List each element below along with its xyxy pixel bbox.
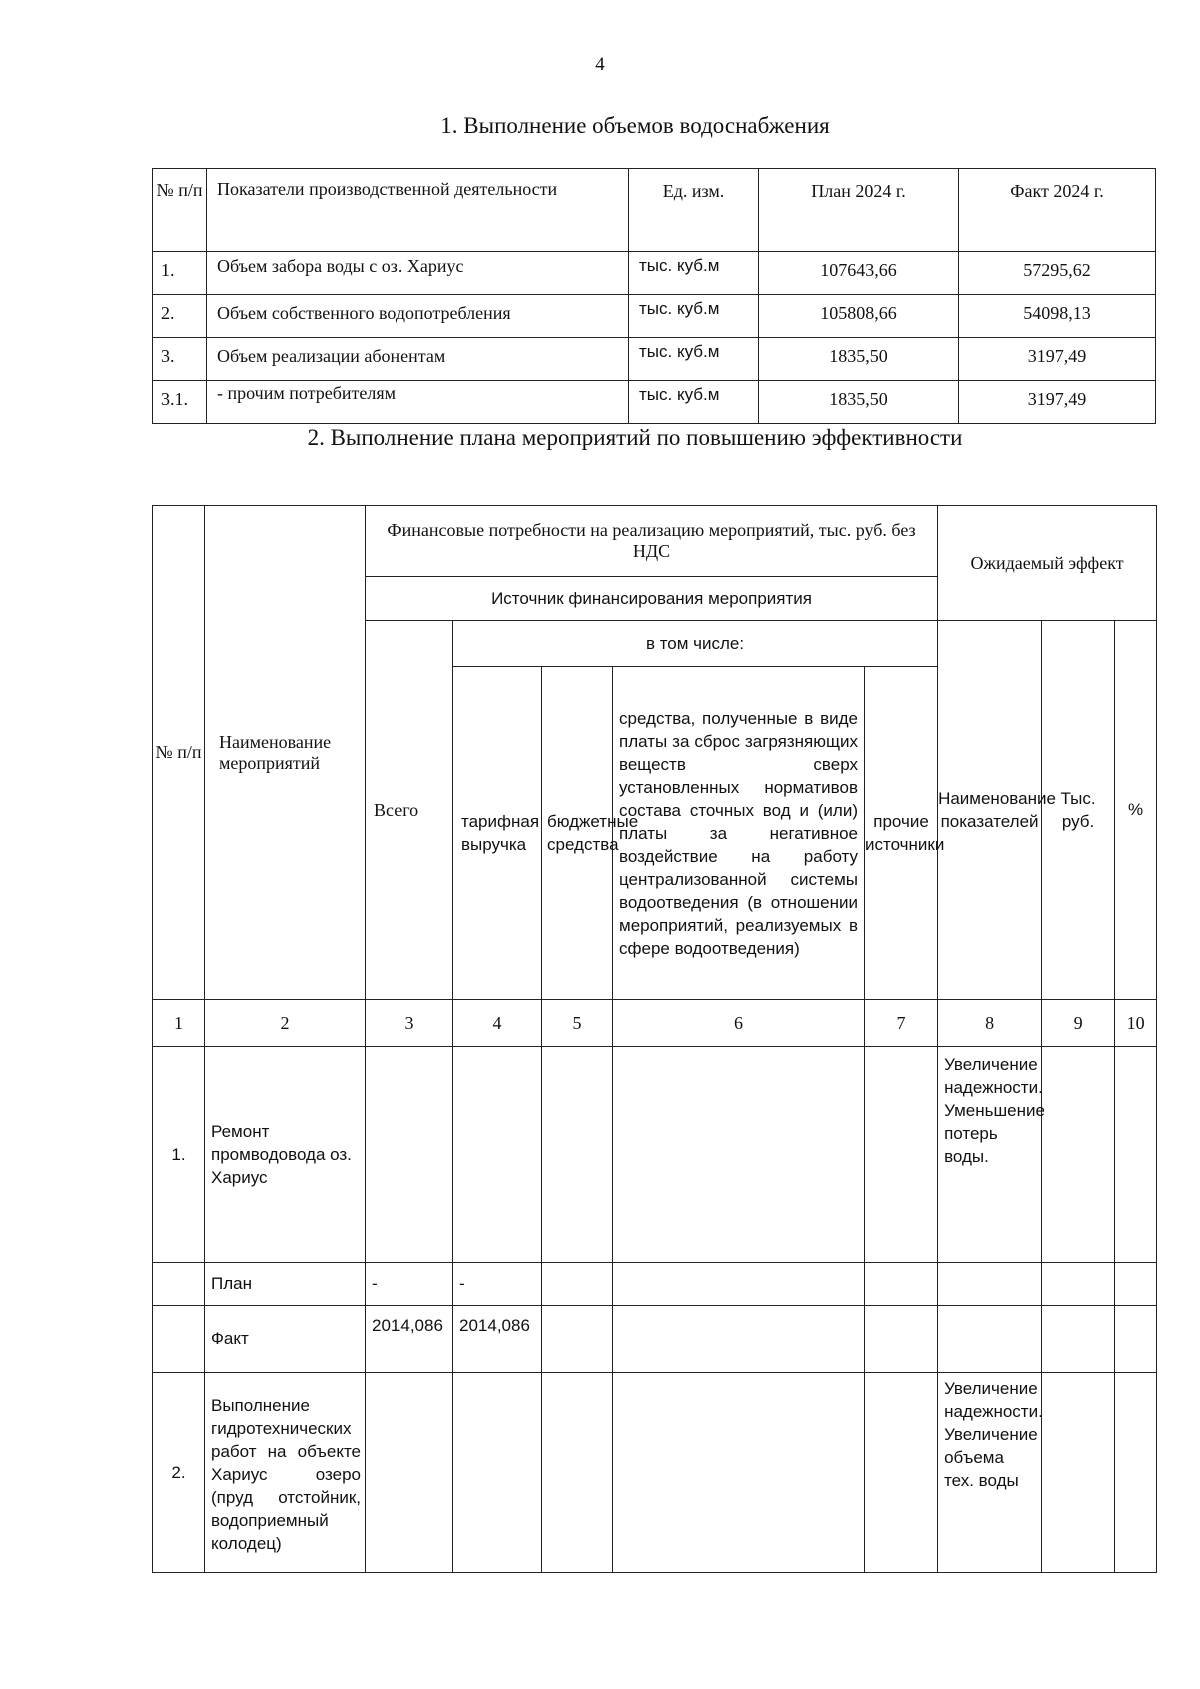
page-number: 4 [595,54,605,75]
empty-cell [865,1047,938,1263]
empty-cell [1042,1373,1115,1573]
header-num: № п/п [153,169,207,252]
item-name: Выполнение гидротехнических работ на объекте Хариус озеро (пруд отстойник, водоприемный колодец) [205,1373,366,1573]
empty-cell [613,1047,865,1263]
table-row [153,338,1156,381]
empty-cell [1042,1306,1115,1373]
header-funding-source: Источник финансирования мероприятия [366,577,938,621]
row-plan: 105808,66 [759,295,959,338]
row-plan: 107643,66 [759,252,959,295]
row-num: 1. [153,252,207,295]
row-unit: тыс. куб.м [629,381,759,424]
row-unit: тыс. куб.м [629,252,759,295]
row-fact: 3197,49 [959,381,1156,424]
table-row [153,1373,1157,1573]
header-fees: средства, полученные в виде платы за сброс загрязняющих веществ сверх установленных нормативов состава сточных вод и (или) платы за негативное воздействие на работу централизованной системы водоотведения (в отношении мероприятий, реализуемых в сфере водоотведения) [613,667,865,1000]
column-number: 2 [205,1000,366,1047]
header-expected-effect: Ожидаемый эффект [938,506,1157,621]
table-row [153,1306,1157,1373]
column-number: 3 [366,1000,453,1047]
fact-tariff: 2014,086 [453,1306,542,1373]
column-number: 5 [542,1000,613,1047]
column-number: 6 [613,1000,865,1047]
empty-cell [1115,1373,1157,1573]
empty-cell [613,1263,865,1306]
column-number: 10 [1115,1000,1157,1047]
header-name: Наименование мероприятий [205,506,366,1000]
header-other: прочие источники [865,667,938,1000]
water-supply-table [152,168,1156,424]
row-name: - прочим потребителям [207,381,629,424]
empty-cell [453,1047,542,1263]
empty-cell [1115,1306,1157,1373]
empty-cell [938,1306,1042,1373]
header-thousand-rub: Тыс. руб. [1042,621,1115,1000]
efficiency-plan-table [152,505,1157,1573]
item-num: 1. [153,1047,205,1263]
column-number: 7 [865,1000,938,1047]
header-tariff: тарифная выручка [453,667,542,1000]
header-plan: План 2024 г. [759,169,959,252]
plan-label: План [205,1263,366,1306]
empty-cell [938,1263,1042,1306]
header-including: в том числе: [453,621,938,667]
plan-tariff: - [453,1263,542,1306]
table-header-row [153,169,1156,252]
empty-cell [542,1263,613,1306]
empty-cell [153,1306,205,1373]
column-number: 4 [453,1000,542,1047]
row-name: Объем реализации абонентам [207,338,629,381]
header-total: Всего [366,621,453,1000]
row-name: Объем забора воды с оз. Хариус [207,252,629,295]
empty-cell [542,1306,613,1373]
column-number: 1 [153,1000,205,1047]
row-plan: 1835,50 [759,338,959,381]
empty-cell [542,1373,613,1573]
header-fact: Факт 2024 г. [959,169,1156,252]
row-name: Объем собственного водопотребления [207,295,629,338]
empty-cell [865,1306,938,1373]
empty-cell [366,1047,453,1263]
item-effect: Увеличение надежности. Уменьшение потерь воды. [938,1047,1042,1263]
row-fact: 54098,13 [959,295,1156,338]
empty-cell [613,1306,865,1373]
empty-cell [1042,1047,1115,1263]
header-num: № п/п [153,506,205,1000]
column-numbers-row [153,1000,1157,1047]
item-name: Ремонт промводовода оз. Хариус [205,1047,366,1263]
row-unit: тыс. куб.м [629,295,759,338]
empty-cell [1115,1263,1157,1306]
section2-title: 2. Выполнение плана мероприятий по повышению эффективности [307,425,963,450]
table-row [153,1263,1157,1306]
row-num: 3. [153,338,207,381]
fact-label: Факт [205,1306,366,1373]
header-unit: Ед. изм. [629,169,759,252]
header-financial-needs: Финансовые потребности на реализацию мероприятий, тыс. руб. без НДС [366,506,938,577]
empty-cell [366,1373,453,1573]
empty-cell [453,1373,542,1573]
header-indicator: Показатели производственной деятельности [207,169,629,252]
empty-cell [613,1373,865,1573]
empty-cell [153,1263,205,1306]
fact-total: 2014,086 [366,1306,453,1373]
empty-cell [1042,1263,1115,1306]
table-row [153,1047,1157,1263]
row-unit: тыс. куб.м [629,338,759,381]
item-num: 2. [153,1373,205,1573]
item-effect: Увеличение надежности. Увеличение объема тех. воды [938,1373,1042,1573]
row-plan: 1835,50 [759,381,959,424]
header-percent: % [1115,621,1157,1000]
row-num: 2. [153,295,207,338]
empty-cell [865,1263,938,1306]
section1-title: 1. Выполнение объемов водоснабжения [440,113,830,138]
empty-cell [1115,1047,1157,1263]
table-row [153,295,1156,338]
row-fact: 57295,62 [959,252,1156,295]
column-number: 8 [938,1000,1042,1047]
header-budget: бюджетные средства [542,667,613,1000]
table-row [153,252,1156,295]
row-num: 3.1. [153,381,207,424]
empty-cell [542,1047,613,1263]
column-number: 9 [1042,1000,1115,1047]
plan-total: - [366,1263,453,1306]
header-indicator-name: Наименование показателей [938,621,1042,1000]
row-fact: 3197,49 [959,338,1156,381]
empty-cell [865,1373,938,1573]
table-row [153,381,1156,424]
header-row-1 [153,506,1157,577]
